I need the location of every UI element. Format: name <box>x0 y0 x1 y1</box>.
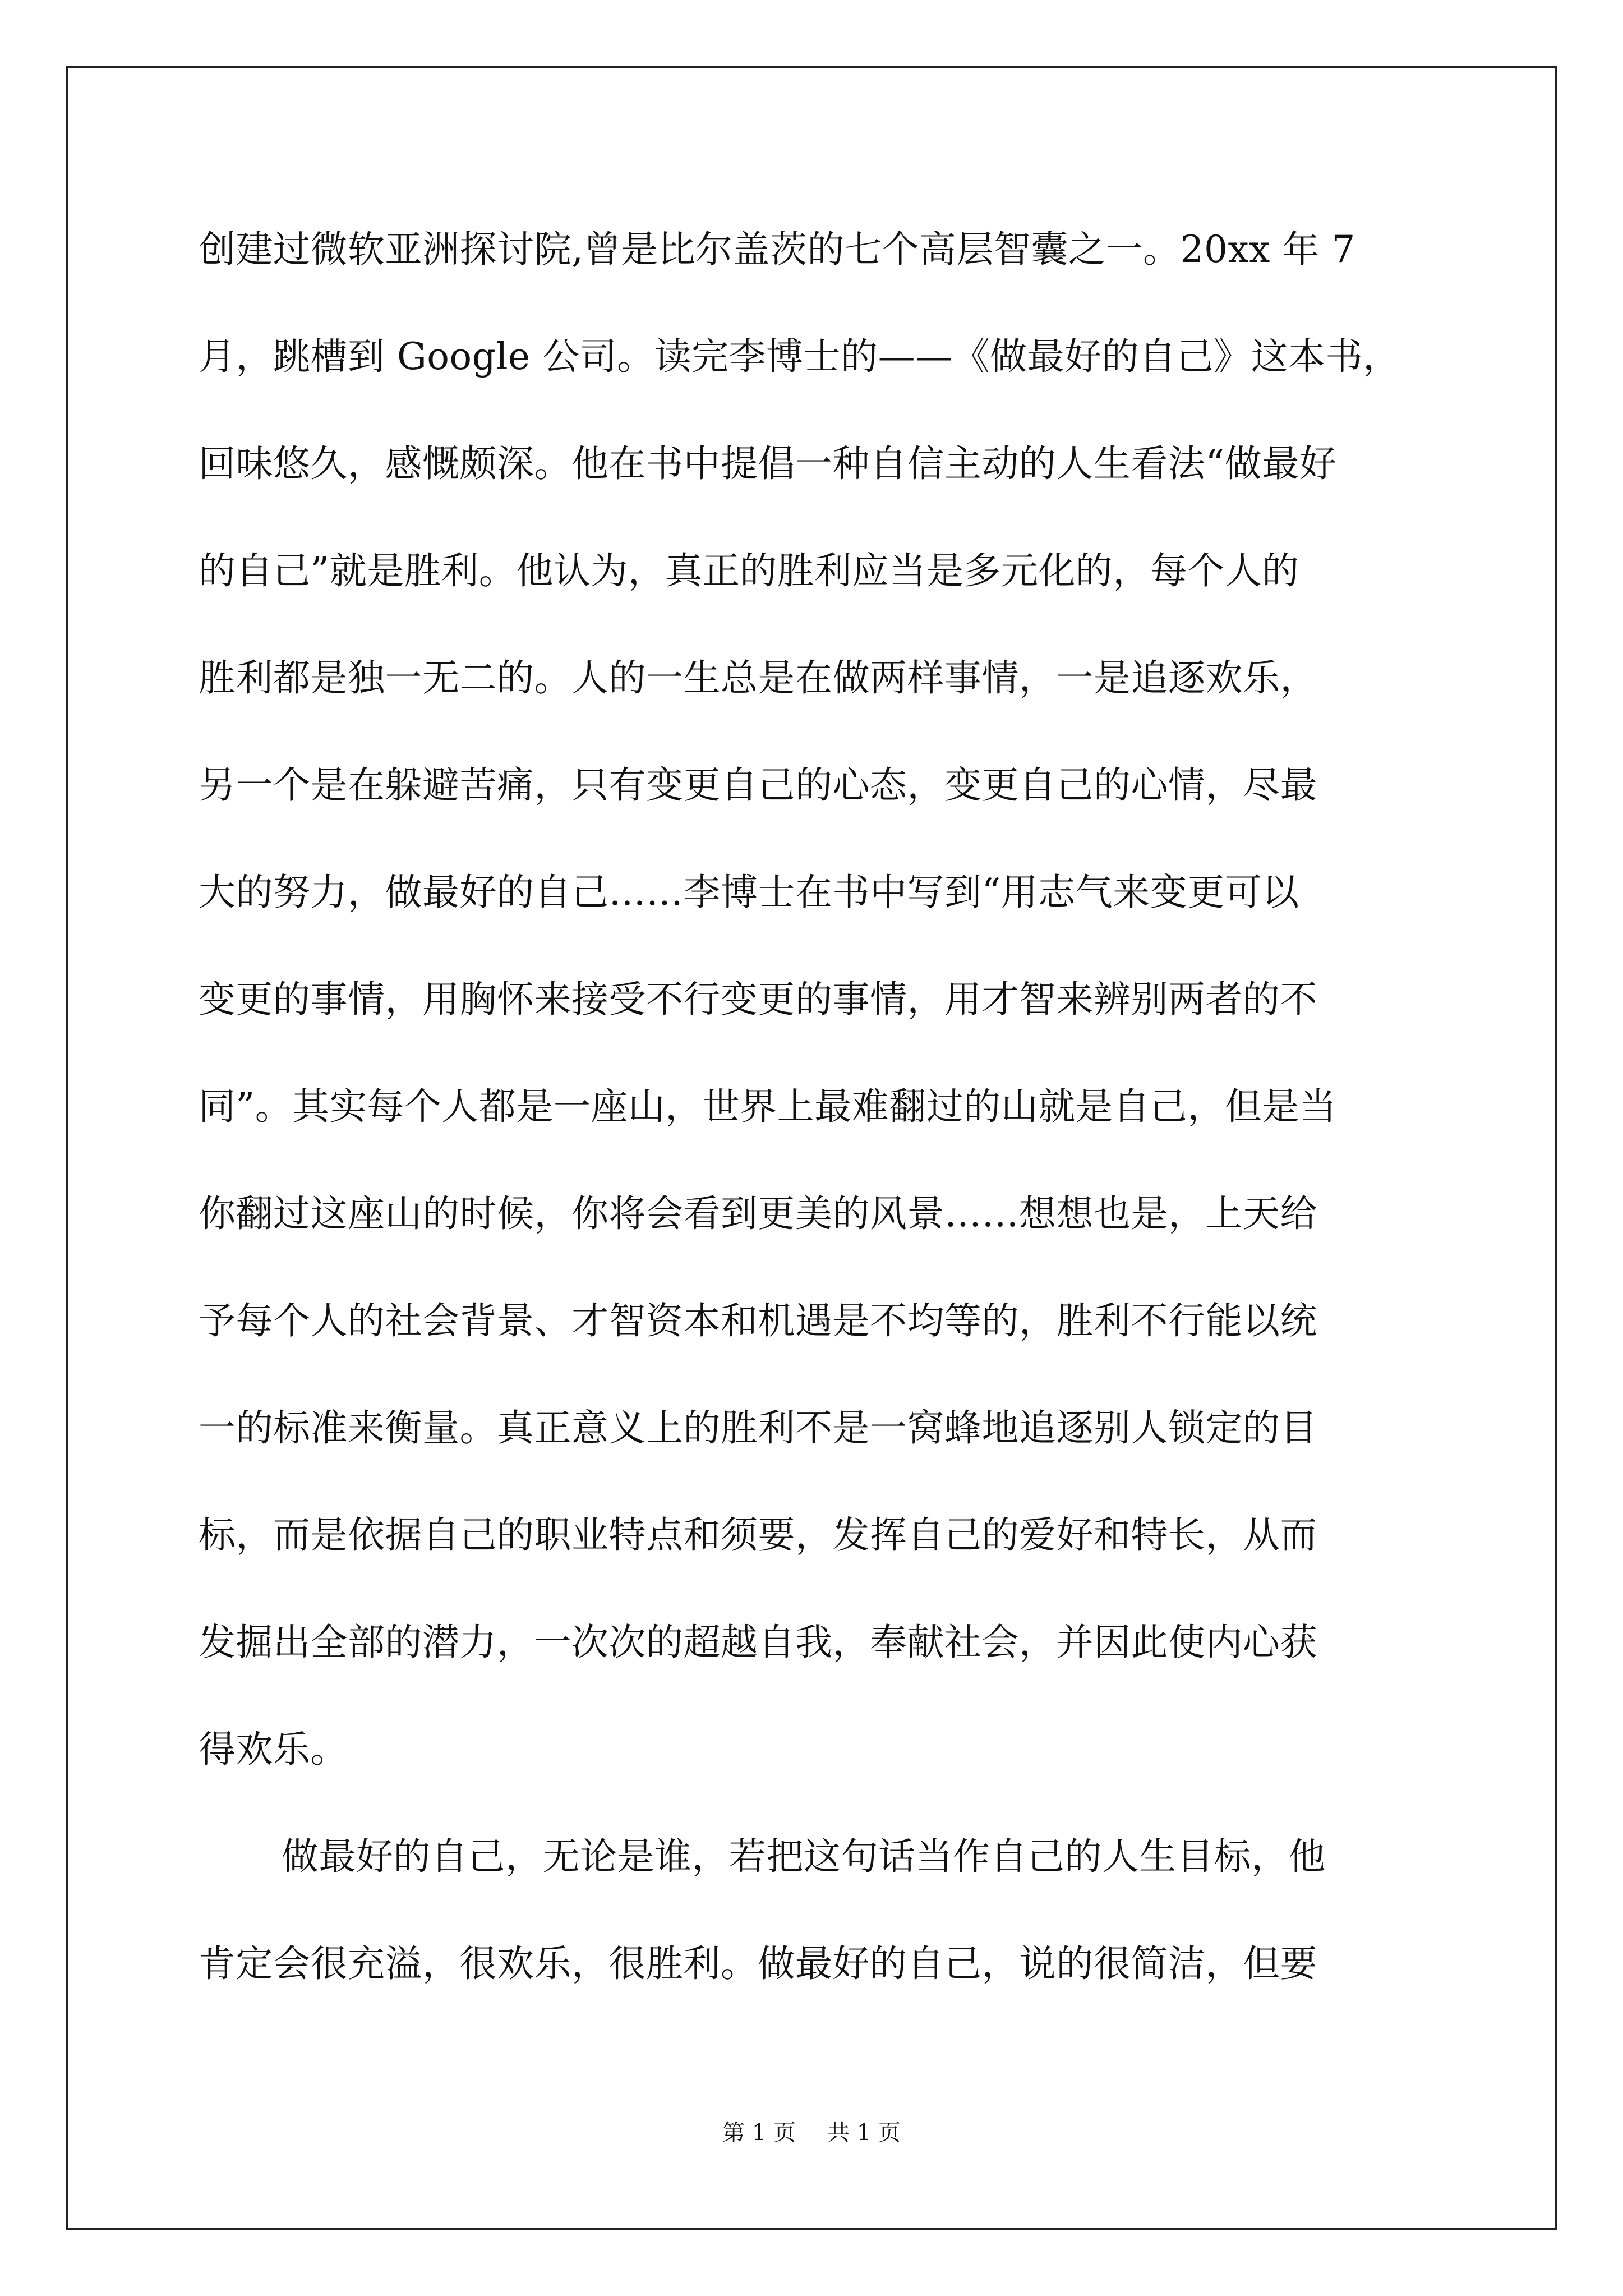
text-line: 另一个是在躲避苦痛，只有变更自己的心态，变更自己的心情，尽最 <box>199 763 1317 807</box>
text-line: 回味悠久，感慨颇深。他在书中提倡一种自信主动的人生看法“做最好 <box>199 442 1337 485</box>
text-line: 发掘出全部的潜力，一次次的超越自我，奉献社会，并因此使内心获 <box>199 1621 1317 1664</box>
text-line: 你翻过这座山的时候，你将会看到更美的风景……想想也是，上天给 <box>199 1192 1317 1235</box>
text-line: 得欢乐。 <box>199 1728 348 1771</box>
text-line: 大的努力，做最好的自己……李博士在书中写到“用志气来变更可以 <box>199 871 1299 914</box>
text-line: 变更的事情，用胸怀来接受不行变更的事情，用才智来辨别两者的不 <box>199 978 1317 1021</box>
text-line: 标，而是依据自己的职业特点和须要，发挥自己的爱好和特长，从而 <box>199 1513 1317 1557</box>
text-line: 予每个人的社会背景、才智资本和机遇是不均等的，胜利不行能以统 <box>199 1299 1317 1342</box>
text-line: 一的标准来衡量。真正意义上的胜利不是一窝蜂地追逐别人锁定的目 <box>199 1406 1317 1450</box>
paragraph-first-line: 做最好的自己，无论是谁，若把这句话当作自己的人生目标，他 <box>282 1835 1326 1878</box>
text-line: 的自己”就是胜利。他认为，真正的胜利应当是多元化的，每个人的 <box>199 549 1299 592</box>
text-line: 同”。其实每个人都是一座山，世界上最难翻过的山就是自己，但是当 <box>199 1085 1337 1128</box>
text-line: 月，跳槽到 Google 公司。读完李博士的——《做最好的自己》这本书， <box>199 335 1400 378</box>
page-number: 第 1 页 <box>722 2120 796 2146</box>
text-line: 胜利都是独一无二的。人的一生总是在做两样事情，一是追逐欢乐， <box>199 656 1317 700</box>
document-body <box>199 213 1427 2035</box>
text-line: 肯定会很充溢，很欢乐，很胜利。做最好的自己，说的很简洁，但要 <box>199 1942 1317 1985</box>
page-footer <box>0 2115 1623 2147</box>
text-line: 创建过微软亚洲探讨院,曾是比尔盖茨的七个高层智囊之一。20xx 年 7 <box>199 228 1355 271</box>
page-total: 共 1 页 <box>827 2120 901 2146</box>
